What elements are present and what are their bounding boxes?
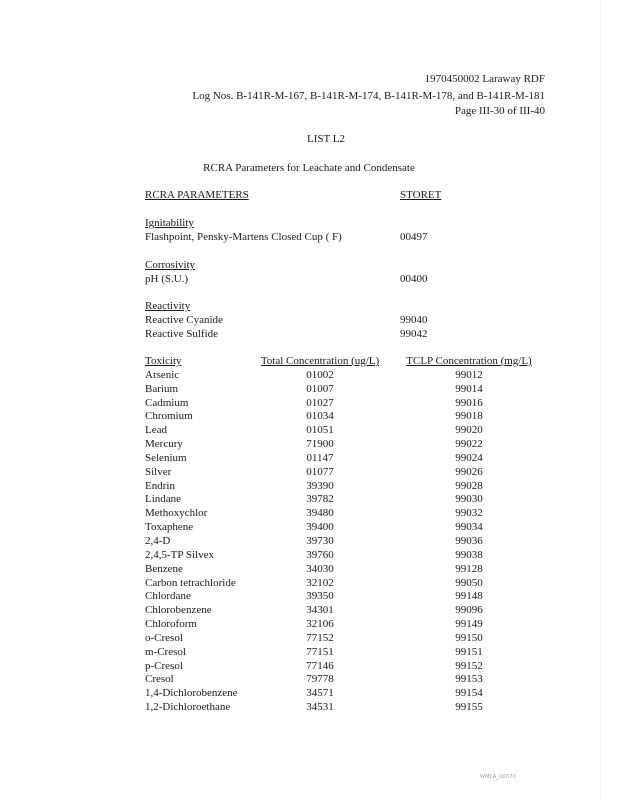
total-concentration-storet: 34030 [306,562,334,575]
total-concentration-storet: 39400 [306,521,334,534]
section-heading-reactivity: Reactivity [145,300,191,312]
reactivity-item: Reactive Cyanide [145,314,223,326]
toxicity-parameter: Benzene [145,562,183,575]
total-concentration-storet: 01007 [306,382,334,395]
total-concentration-storet: 77152 [306,631,334,644]
tclp-concentration-storet: 99032 [455,507,483,520]
scan-edge [600,0,618,800]
tclp-concentration-storet: 99154 [455,687,483,700]
toxicity-header-tclp: TCLP Concentration (mg/L) [406,355,532,367]
tclp-concentration-storet: 99155 [455,701,483,714]
total-concentration-storet: 34571 [306,687,334,700]
tclp-concentration-storet: 99152 [455,659,483,672]
section-heading-ignitability: Ignitability [145,217,194,229]
tclp-concentration-storet: 99148 [455,590,483,603]
toxicity-parameter: Toxaphene [145,521,194,534]
corrosivity-item: pH (S.U.) [145,273,189,285]
toxicity-parameter: p-Cresol [145,659,183,672]
toxicity-header-total: Total Concentration (ug/L) [260,355,380,367]
total-concentration-storet: 34531 [306,701,334,714]
header-page-number: Page III-30 of III-40 [454,105,545,117]
toxicity-parameter: Lead [145,424,167,437]
toxicity-parameter: Mercury [145,438,183,451]
tclp-concentration-storet: 99150 [455,631,483,644]
total-concentration-storet: 77146 [306,659,334,672]
toxicity-parameter: Selenium [145,451,187,464]
tclp-concentration-storet: 99128 [455,562,483,575]
toxicity-parameter: Chloroform [145,618,197,631]
tclp-concentration-storet: 99034 [455,521,483,534]
tclp-concentration-storet: 99028 [455,479,483,492]
total-concentration-storet: 39730 [306,534,334,547]
corrosivity-storet: 00400 [400,273,428,285]
tclp-concentration-storet: 99016 [455,396,483,409]
toxicity-parameter: Silver [145,465,172,478]
tclp-concentration-storet: 99018 [455,410,483,423]
reactivity-storet: 99042 [400,328,428,340]
toxicity-parameter: Chromium [145,410,193,423]
tclp-concentration-storet: 99030 [455,493,483,506]
toxicity-parameter: Arsenic [145,368,180,381]
toxicity-parameter: Lindane [145,493,182,506]
header-facility-id: 1970450002 Laraway RDF [424,73,545,85]
total-concentration-storet: 39480 [306,507,334,520]
toxicity-header-name: Toxicity [145,355,182,367]
tclp-concentration-storet: 99026 [455,465,483,478]
total-concentration-storet: 32106 [306,618,334,631]
toxicity-parameter: Carbon tetrachloride [145,576,236,589]
total-concentration-storet: 01077 [306,465,334,478]
reactivity-item: Reactive Sulfide [145,328,219,340]
toxicity-parameter: Chlorobenzene [145,604,212,617]
tclp-concentration-storet: 99153 [455,673,483,686]
toxicity-parameter: o-Cresol [145,631,183,644]
bates-stamp: WMLA_00070 [480,774,516,780]
ignitability-item: Flashpoint, Pensky-Martens Closed Cup ( F) [145,231,342,243]
total-concentration-storet: 39782 [306,493,334,506]
reactivity-storet: 99040 [400,314,428,326]
tclp-concentration-storet: 99022 [455,438,483,451]
tclp-concentration-storet: 99012 [455,368,483,381]
total-concentration-storet: 79778 [306,673,334,686]
section-heading-corrosivity: Corrosivity [145,259,196,271]
total-concentration-storet: 32102 [306,576,334,589]
tclp-concentration-storet: 99096 [455,604,483,617]
toxicity-parameter: 1,4-Dichlorobenzene [145,687,238,700]
total-concentration-storet: 71900 [306,438,334,451]
list-subtitle: RCRA Parameters for Leachate and Condensate [203,162,415,174]
total-concentration-storet: 39760 [306,548,334,561]
toxicity-parameter: 2,4,5-TP Silvex [145,548,214,561]
tclp-concentration-storet: 99038 [455,548,483,561]
tclp-concentration-storet: 99014 [455,382,483,395]
total-concentration-storet: 77151 [306,645,334,658]
total-concentration-storet: 01051 [306,424,334,437]
total-concentration-storet: 39390 [306,479,334,492]
tclp-concentration-storet: 99151 [455,645,483,658]
toxicity-parameter: Endrin [145,479,175,492]
tclp-concentration-storet: 99036 [455,534,483,547]
total-concentration-storet: 01002 [306,368,334,381]
toxicity-parameter: Barium [145,382,178,395]
toxicity-parameter: Cresol [145,673,174,686]
list-title: LIST L2 [307,133,345,145]
toxicity-parameter: Methoxychlor [145,507,208,520]
column-heading-parameters: RCRA PARAMETERS [145,189,249,201]
total-concentration-storet: 01147 [306,451,334,464]
tclp-concentration-storet: 99149 [455,618,483,631]
toxicity-parameter: Cadmium [145,396,189,409]
toxicity-parameter: m-Cresol [145,645,186,658]
column-heading-storet: STORET [400,189,442,201]
ignitability-storet: 00497 [400,231,428,243]
header-log-numbers: Log Nos. B-141R-M-167, B-141R-M-174, B-141R-M-178, and B-141R-M-181 [192,90,545,102]
toxicity-parameter: 1,2-Dichloroethane [145,701,231,714]
tclp-concentration-storet: 99024 [455,451,483,464]
tclp-concentration-storet: 99020 [455,424,483,437]
tclp-concentration-storet: 99050 [455,576,483,589]
total-concentration-storet: 39350 [306,590,334,603]
total-concentration-storet: 01034 [306,410,334,423]
toxicity-parameter: Chlordane [145,590,191,603]
toxicity-parameter: 2,4-D [145,534,171,547]
total-concentration-storet: 34301 [306,604,334,617]
total-concentration-storet: 01027 [306,396,334,409]
